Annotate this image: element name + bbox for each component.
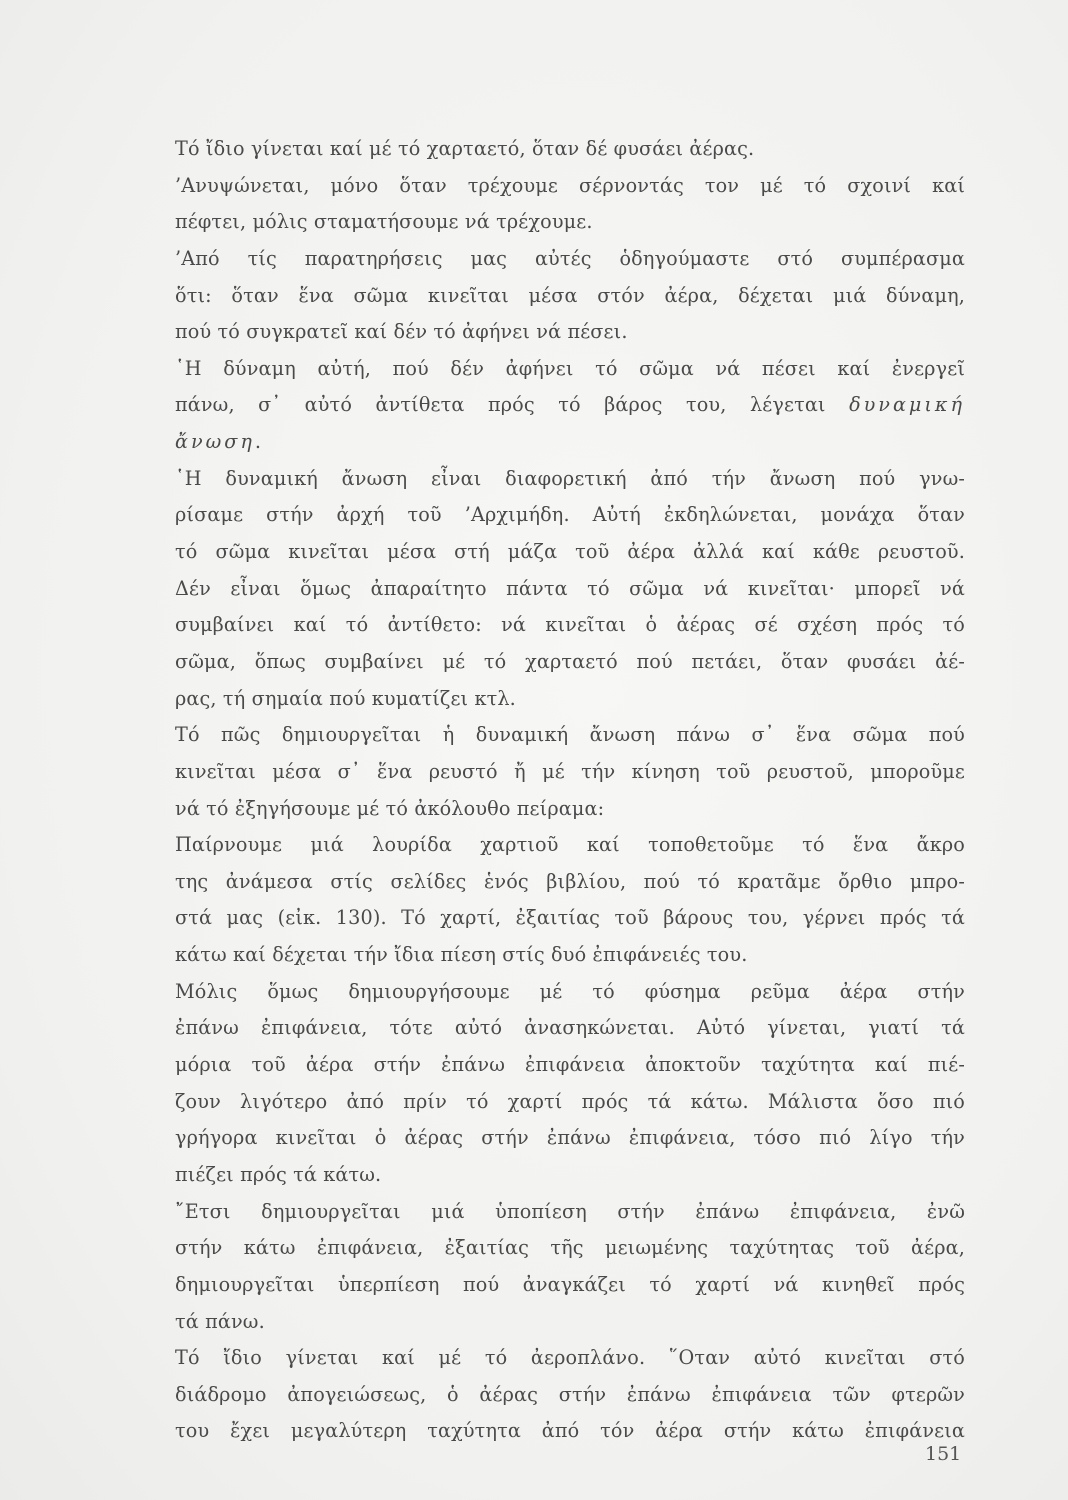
text-line bbox=[175, 387, 965, 424]
line-text: ’Από τίς παρατηρήσεις μας αὐτές ὁδηγούμαστε στό συμπέρασμα bbox=[175, 246, 965, 270]
text-line bbox=[175, 241, 965, 278]
body-text bbox=[175, 131, 965, 1450]
text-line bbox=[175, 461, 965, 498]
text-line bbox=[175, 534, 965, 571]
text-line bbox=[175, 791, 965, 828]
page-number: 151 bbox=[925, 1443, 962, 1465]
text-line bbox=[175, 1413, 965, 1450]
line-text: Τό ἴδιο γίνεται καί μέ τό χαρταετό, ὅταν δέ φυσάει ἀέρας. bbox=[175, 137, 755, 160]
text-line bbox=[175, 1267, 965, 1304]
line-text: πέφτει, μόλις σταματήσουμε νά τρέχουμε. bbox=[175, 210, 593, 234]
line-text: Τό πῶς δημιουργεῖται ἡ δυναμική ἄνωση πάνω σ᾽ ἕνα σῶμα πού bbox=[175, 723, 965, 747]
text-line bbox=[175, 314, 965, 351]
text-line bbox=[175, 424, 965, 461]
line-text: της ἀνάμεσα στίς σελίδες ἑνός βιβλίου, πού τό κρατᾶμε ὄρθιο μπρο- bbox=[175, 869, 965, 893]
text-line bbox=[175, 497, 965, 534]
text-line bbox=[175, 1120, 965, 1157]
line-text: ῎Ετσι δημιουργεῖται μιά ὑποπίεση στήν ἐπάνω ἐπιφάνεια, ἐνῶ bbox=[175, 1199, 965, 1223]
text-line bbox=[175, 278, 965, 315]
line-text: κινεῖται μέσα σ᾽ ἕνα ρευστό ἤ μέ τήν κίνηση τοῦ ρευστοῦ, μποροῦμε bbox=[175, 759, 965, 783]
line-text: διάδρομο ἀπογειώσεως, ὁ ἀέρας στήν ἐπάνω ἐπιφάνεια τῶν φτερῶν bbox=[175, 1382, 965, 1406]
text-line bbox=[175, 1084, 965, 1121]
line-text: ζουν λιγότερο ἀπό πρίν τό χαρτί πρός τά κάτω. Μάλιστα ὅσο πιό bbox=[175, 1089, 965, 1113]
text-line bbox=[175, 827, 965, 864]
line-text: ρας, τή σημαία πού κυματίζει κτλ. bbox=[175, 686, 516, 710]
text-line bbox=[175, 974, 965, 1011]
line-text: Δέν εἶναι ὅμως ἀπαραίτητο πάντα τό σῶμα νά κινεῖται· μπορεῖ νά bbox=[175, 576, 965, 600]
text-line bbox=[175, 754, 965, 791]
line-tail: . bbox=[254, 430, 262, 454]
text-line bbox=[175, 1047, 965, 1084]
text-line bbox=[175, 607, 965, 644]
line-text: στήν κάτω ἐπιφάνεια, ἐξαιτίας τῆς μειωμένης ταχύτητας τοῦ ἀέρα, bbox=[175, 1236, 965, 1260]
line-text: μόρια τοῦ ἀέρα στήν ἐπάνω ἐπιφάνεια ἀποκτοῦν ταχύτητα καί πιέ- bbox=[175, 1053, 965, 1077]
line-text: τά πάνω. bbox=[175, 1309, 265, 1333]
text-line bbox=[175, 1377, 965, 1414]
text-line bbox=[175, 900, 965, 937]
text-line bbox=[175, 644, 965, 681]
text-line bbox=[175, 204, 965, 241]
text-line bbox=[175, 131, 965, 168]
line-text: κάτω καί δέχεται τήν ἴδια πίεση στίς δυό ἐπιφάνειές του. bbox=[175, 943, 748, 967]
emphasized-term: ἄνωση bbox=[175, 430, 255, 454]
text-line bbox=[175, 864, 965, 901]
line-text: στά μας (εἰκ. 130). Τό χαρτί, ἐξαιτίας τοῦ βάρους του, γέρνει πρός τά bbox=[175, 906, 965, 930]
line-text: Τό ἴδιο γίνεται καί μέ τό ἀεροπλάνο. ῞Οταν αὐτό κινεῖται στό bbox=[175, 1346, 965, 1370]
line-text: ἐπάνω ἐπιφάνεια, τότε αὐτό ἀνασηκώνεται. Αὐτό γίνεται, γιατί τά bbox=[175, 1016, 965, 1040]
text-line bbox=[175, 717, 965, 754]
line-text: πού τό συγκρατεῖ καί δέν τό ἀφήνει νά πέσει. bbox=[175, 320, 628, 344]
line-text: τό σῶμα κινεῖται μέσα στή μάζα τοῦ ἀέρα ἀλλά καί κάθε ρευστοῦ. bbox=[175, 540, 965, 564]
line-text: Παίρνουμε μιά λουρίδα χαρτιοῦ καί τοποθετοῦμε τό ἕνα ἄκρο bbox=[175, 833, 965, 857]
text-line bbox=[175, 1194, 965, 1231]
text-line bbox=[175, 1340, 965, 1377]
text-line bbox=[175, 1010, 965, 1047]
line-text: Μόλις ὅμως δημιουργήσουμε μέ τό φύσημα ρεῦμα ἀέρα στήν bbox=[175, 979, 965, 1003]
line-text: γρήγορα κινεῖται ὁ ἀέρας στήν ἐπάνω ἐπιφάνεια, τόσο πιό λίγο τήν bbox=[175, 1126, 965, 1150]
line-text: σῶμα, ὅπως συμβαίνει μέ τό χαρταετό πού πετάει, ὅταν φυσάει ἀέ- bbox=[175, 649, 965, 673]
line-text: ῾Η δυναμική ἄνωση εἶναι διαφορετική ἀπό τήν ἄνωση πού γνω- bbox=[175, 466, 965, 490]
line-text: ῾Η δύναμη αὐτή, πού δέν ἀφήνει τό σῶμα νά πέσει καί ἐνεργεῖ bbox=[175, 356, 965, 380]
line-text: του ἔχει μεγαλύτερη ταχύτητα ἀπό τόν ἀέρα στήν κάτω ἐπιφάνεια bbox=[175, 1419, 965, 1443]
line-text: ’Ανυψώνεται, μόνο ὅταν τρέχουμε σέρνοντάς τον μέ τό σχοινί καί bbox=[175, 173, 965, 197]
text-line bbox=[175, 351, 965, 388]
line-text: πιέζει πρός τά κάτω. bbox=[175, 1162, 382, 1186]
text-line bbox=[175, 937, 965, 974]
line-text: δημιουργεῖται ὑπερπίεση πού ἀναγκάζει τό χαρτί νά κινηθεῖ πρός bbox=[175, 1272, 965, 1296]
line-text: πάνω, σ᾽ αὐτό ἀντίθετα πρός τό βάρος του, λέγεται bbox=[175, 393, 850, 417]
line-text: ὅτι: ὅταν ἕνα σῶμα κινεῖται μέσα στόν ἀέρα, δέχεται μιά δύναμη, bbox=[175, 283, 965, 307]
text-line bbox=[175, 1230, 965, 1267]
text-line bbox=[175, 1304, 965, 1341]
text-line bbox=[175, 681, 965, 718]
line-text: νά τό ἐξηγήσουμε μέ τό ἀκόλουθο πείραμα: bbox=[175, 796, 605, 820]
text-line bbox=[175, 571, 965, 608]
line-text: ρίσαμε στήν ἀρχή τοῦ ’Αρχιμήδη. Αὐτή ἐκδηλώνεται, μονάχα ὅταν bbox=[175, 503, 965, 527]
line-text: συμβαίνει καί τό ἀντίθετο: νά κινεῖται ὁ ἀέρας σέ σχέση πρός τό bbox=[175, 613, 965, 637]
text-line bbox=[175, 168, 965, 205]
emphasized-term: δυναμική bbox=[849, 393, 965, 417]
text-line bbox=[175, 1157, 965, 1194]
